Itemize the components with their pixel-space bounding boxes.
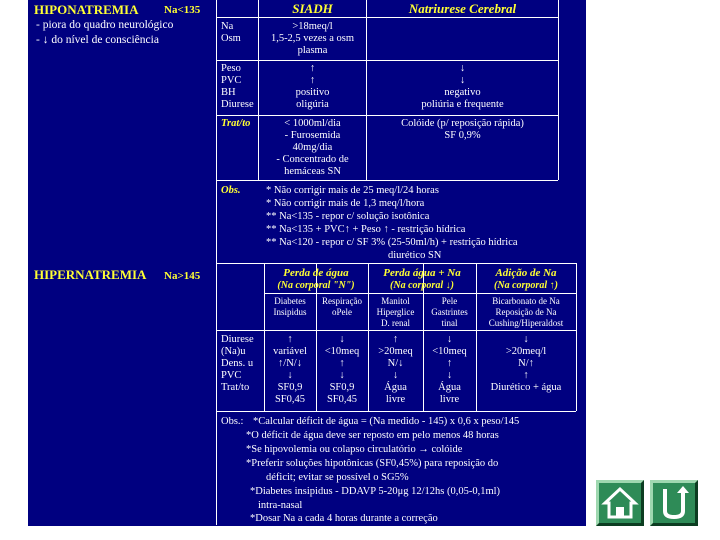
hyper-row-labels: Diurese (Na)u Dens. u PVC Trat/to [221, 334, 254, 393]
hypo-obs-5: ** Na<120 - repor c/ SF 3% (25-50ml/h) + restrição hídrica [266, 237, 518, 248]
cause-manitol: Manitol Hiperglice D. renal [376, 296, 415, 328]
hyper-obs-7: intra-nasal [258, 500, 303, 511]
group-perda-agua-na-sub: (Na corporal ↓) [390, 280, 454, 291]
slide [28, 0, 586, 526]
hyper-obs-2: *O déficit de água deve ser reposto em pelo menos 48 horas [246, 430, 499, 441]
cause-bicarbonato: Bicarbonato de Na Reposição de Na Cushing/Hiperaldost [488, 296, 564, 328]
hyper-obs-3: *Se hipovolemia ou colapso circulatório → colóide [246, 444, 463, 455]
cause-respiracao: Respiração oPele [322, 296, 362, 317]
row-label-peso: Peso PVC BH Diurese [221, 63, 254, 110]
hyper-cell-manitol: ↑ >20meq N/↓ ↓ Água livre [378, 334, 413, 405]
hyper-title: HIPERNATREMIA [34, 267, 147, 282]
group-adicao-na-title: Adição de Na [495, 267, 557, 279]
hyper-obs-5: déficit; evitar se possível o SG5% [266, 472, 409, 483]
hypo-threshold: Na<135 [164, 4, 201, 16]
cause-pele-gi: Pele Gastrintes tinal [431, 296, 468, 328]
house-icon [599, 483, 641, 523]
hyper-obs-8: *Dosar Na a cada 4 horas durante a correção [250, 513, 438, 524]
hypo-bullet-2: - ↓ do nível de consciência [36, 34, 159, 46]
trat-label: Trat/to [221, 118, 251, 129]
hyper-cell-respiracao: ↓ <10meq ↑ ↓ SF0,9 SF0,45 [324, 334, 360, 405]
siadh-na-osm: >18meq/l 1,5-2,5 vezes a osm plasma [270, 21, 355, 56]
hyper-obs-4: *Preferir soluções hipotônicas (SF0,45%) para reposição do [246, 458, 499, 469]
hypo-title: HIPONATREMIA [34, 2, 139, 17]
hyper-cell-pele: ↓ <10meq ↑ ↓ Água livre [432, 334, 467, 405]
hyper-threshold: Na>145 [164, 270, 201, 282]
row-label-na-osm: Na Osm [221, 21, 241, 44]
hypo-obs-6: diurético SN [388, 250, 442, 261]
hyper-cell-diabetes: ↑ variável ↑/N/↓ ↓ SF0,9 SF0,45 [273, 334, 307, 405]
return-button[interactable] [650, 480, 698, 526]
group-perda-agua-title: Perda de água [283, 267, 349, 279]
hypo-obs-4: ** Na<135 + PVC↑ + Peso ↑ - restrição hídrica [266, 224, 466, 235]
natri-peso: ↓ ↓ negativo poliúria e frequente [421, 63, 504, 110]
natri-trat: Colóide (p/ reposição rápida) SF 0,9% [401, 118, 524, 141]
hypo-obs-3: ** Na<135 - repor c/ solução isotônica [266, 211, 430, 222]
col-natriurese: Natriurese Cerebral [408, 1, 517, 16]
home-button[interactable] [596, 480, 644, 526]
hypo-obs-label: Obs. [221, 185, 241, 196]
cause-diabetes: Diabetes Insipidus [273, 296, 307, 317]
return-arrow-icon [653, 483, 695, 523]
hyper-obs-1: *Calcular déficit de água = (Na medido - 145) x 0,6 x peso/145 [253, 416, 520, 427]
siadh-peso: ↑ ↑ positivo oligúria [295, 63, 330, 110]
group-perda-agua-sub: (Na corporal "N") [277, 280, 355, 291]
hypo-bullet-1: - piora do quadro neurológico [36, 19, 174, 31]
hyper-obs-6: *Diabetes insipidus - DDAVP 5-20μg 12/12hs (0,05-0,1ml) [250, 486, 501, 497]
group-adicao-na-sub: (Na corporal ↑) [494, 280, 558, 291]
hyper-cell-bicarbonato: ↓ >20meq/l N/↑ ↑ Diurético + água [490, 334, 562, 393]
col-siadh: SIADH [292, 1, 333, 16]
hypo-obs-1: * Não corrigir mais de 25 meq/l/24 horas [266, 185, 439, 196]
siadh-trat: < 1000ml/dia - Furosemida 40mg/dia - Concentrado de hemáceas SN [276, 118, 349, 177]
group-perda-agua-na-title: Perda água + Na [383, 267, 461, 279]
hyper-obs-label: Obs.: [221, 416, 244, 427]
hypo-obs-2: * Não corrigir mais de 1,3 meq/l/hora [266, 198, 425, 209]
